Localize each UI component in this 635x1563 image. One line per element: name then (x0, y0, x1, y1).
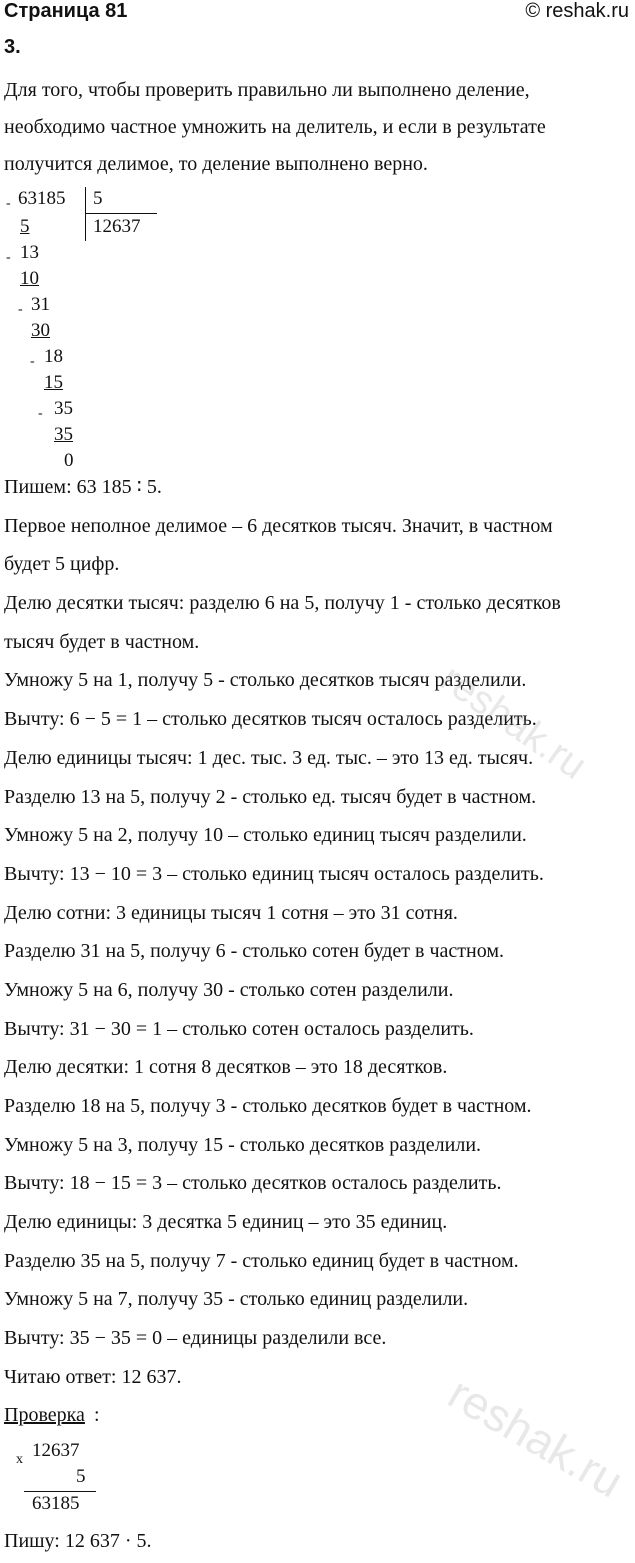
step-line: Читаю ответ: 12 637. (4, 1365, 182, 1388)
step-line: Умножу 5 на 7, получу 35 - столько единиц разделили. (4, 1288, 469, 1311)
step-line: Вычту: 6 − 5 = 1 – столько десятков тысяч осталось разделить. (4, 708, 537, 731)
minus-sign: - (6, 250, 11, 265)
page-title: Страница 81 (4, 0, 128, 22)
multiplication-line (24, 1491, 96, 1492)
step-line: Вычту: 13 − 10 = 3 – столько единиц тысяч осталось разделить. (4, 862, 544, 885)
step-line: Делю единицы тысяч: 1 дес. тыс. 3 ед. тыс. – это 13 ед. тысяч. (4, 746, 534, 769)
page-header (0, 0, 635, 30)
subtrahend: 35 (54, 424, 73, 445)
multiply-sign: x (16, 1452, 23, 1467)
task-number: 3. (4, 36, 21, 58)
solution-steps (4, 474, 634, 1403)
intro-line: Для того, чтобы проверить правильно ли выполнено деление, (4, 79, 530, 101)
watermark: reshak.ru (439, 1366, 632, 1508)
product: 63185 (32, 1493, 80, 1514)
minus-sign: - (6, 196, 11, 211)
quotient: 12637 (93, 216, 141, 237)
division-vertical-line (85, 187, 86, 241)
step-line: Делю единицы: 3 десятка 5 единиц – это 35 единиц. (4, 1211, 448, 1234)
subtrahend: 5 (20, 216, 30, 237)
minus-sign: - (30, 354, 35, 369)
step-line: Пишем: 63 185 ∶ 5. (4, 476, 162, 498)
step-line: Делю десятки тысяч: разделю 6 на 5, получу 1 - столько десятков (4, 592, 561, 615)
step-line: Вычту: 18 − 15 = 3 – столько десятков осталось разделить. (4, 1172, 502, 1195)
step-line: Вычту: 31 − 30 = 1 – столько сотен осталось разделить. (4, 1017, 474, 1040)
remainder: 31 (31, 294, 50, 315)
remainder: 18 (44, 346, 63, 367)
step-line: Первое неполное делимое – 6 десятков тысяч. Значит, в частном (4, 514, 553, 537)
step-line: Умножу 5 на 3, получу 15 - столько десятков разделили. (4, 1133, 482, 1156)
step-line: Разделю 35 на 5, получу 7 - столько единиц будет в частном. (4, 1249, 519, 1272)
step-line: Вычту: 35 − 35 = 0 – единицы разделили все. (4, 1327, 387, 1350)
task-intro (4, 72, 632, 183)
remainder: 35 (54, 398, 73, 419)
division-horizontal-line (85, 213, 157, 214)
step-line: Разделю 31 на 5, получу 6 - столько сотен будет в частном. (4, 940, 504, 963)
step-line: Делю десятки: 1 сотня 8 десятков – это 18 десятков. (4, 1056, 448, 1079)
check-label: Проверка (4, 1404, 85, 1426)
dividend: 63185 (18, 188, 66, 209)
step-line: тысяч будет в частном. (4, 630, 200, 653)
minus-sign: - (18, 302, 23, 317)
check-heading (4, 1404, 85, 1427)
remainder: 13 (20, 242, 39, 263)
step-line: Умножу 5 на 1, получу 5 - столько десятков тысяч разделили. (4, 669, 527, 692)
source-label: © reshak.ru (525, 0, 629, 22)
subtrahend: 10 (20, 268, 39, 289)
step-line: Делю сотни: 3 единицы тысяч 1 сотня – это 31 сотня. (4, 901, 458, 924)
step-line: будет 5 цифр. (4, 553, 120, 576)
watermark: reshak.ru (432, 656, 595, 788)
subtrahend: 15 (44, 372, 63, 393)
step-line: Разделю 13 на 5, получу 2 - столько ед. тысяч будет в частном. (4, 785, 537, 808)
factor-1: 12637 (32, 1440, 80, 1461)
step-line: Разделю 18 на 5, получу 3 - столько десятков будет в частном. (4, 1095, 532, 1117)
step-line: Умножу 5 на 2, получу 10 – столько единиц тысяч разделили. (4, 824, 527, 847)
final-line: Пишу: 12 637 · 5. (4, 1530, 152, 1552)
minus-sign: - (38, 406, 43, 421)
intro-line: получится делимое, то деление выполнено верно. (4, 153, 428, 175)
subtrahend: 30 (31, 320, 50, 341)
check-colon: : (94, 1404, 100, 1426)
divisor: 5 (93, 188, 103, 209)
final-remainder: 0 (64, 450, 74, 471)
factor-2: 5 (76, 1466, 86, 1487)
step-line: Умножу 5 на 6, получу 30 - столько сотен разделили. (4, 978, 454, 1001)
intro-line: необходимо частное умножить на делитель, и если в результате (4, 116, 546, 138)
